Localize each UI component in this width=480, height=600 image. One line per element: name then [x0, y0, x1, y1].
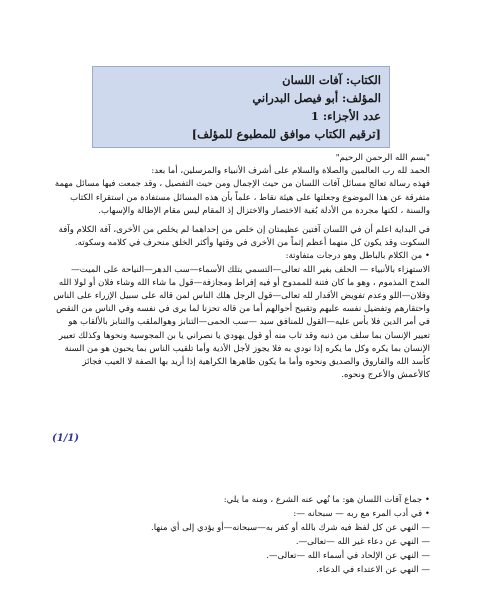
list-paragraph: الاستهزاء بالأنبياء — الحلف بغير الله تعالى—التسمي بتلك الأسماء—سب الدهر—النياحة على الميت—المدح المذموم ، وهو ما كان فتنة للممدوح أو فيه إفراط ومجازفة—قول ما شاء الله وشاء فلان أو لولا الله وفلان—اللو وعدم تفويض الأقدار لله تعالى—قول الرجل هلك الناس لمن قاله على سبيل الإزراء على الناس واحتقارهم وتفضيل نفسه عليهم وتقبيح أحوالهم أما من قاله تحزنا لما يرى في نفسه وفي الناس من النقص في أمر الدين فلا بأس عليه—القول للمنافق سيد —سب الحمى—التنابز وهوالملقب والتنابز بالألقاب هو تعيير الإنسان بما سلف من ذنبه وقد تاب منه أو قول يهودي يا نصراني يا بن المجوسية ونحوها وكذلك تعيير الإنسان بما يكره وكل ما يكره إذا نودي به فلا يجوز لأجل الأذية وأما تلقيب الناس بما يحبون هو من السنة كأسد الله والفاروق والصديق ونحوه وأما ما يكون ظاهرها الكراهية إذا أريد بها الصفة لا العيب فجائز كالأعمش والأعرج ونحوه.: [53, 264, 430, 381]
page-number: (1/1): [52, 433, 80, 444]
main-text: [52, 152, 430, 382]
next-line-5: — النهي عن الإلحاد في أسماء الله —تعالى—.: [266, 551, 430, 561]
basmala: "بسم الله الرحمن الرحيم": [335, 153, 430, 163]
numbering-note: [ترقيم الكتاب موافق للمطبوع للمؤلف]: [191, 127, 381, 141]
next-section: [52, 493, 430, 577]
beginning-paragraph: في البداية اعلم أن في اللسان آفتين عظيمتان إن خلص من إحداهما لم يخلص من الأخرى، آفة الكلام وآفة السكوت وقد يكون كل منهما أعظم إثماً من الأخرى في وقتها وأكثر الخلق منحرف في كلامه وسكوته.: [58, 225, 430, 249]
opening-praise: الحمد لله رب العالمين والصلاة والسلام على أشرف الأنبياء والمرسلين، أما بعد:: [151, 166, 430, 177]
next-line-1: • جماع آفات اللسان هو: ما نُهي عنه الشرع ، ومنه ما يلي:: [223, 495, 430, 505]
book-author: المؤلف: أبو فيصل البدراني: [252, 91, 381, 105]
next-line-6: — النهي عن الاعتداء في الدعاء.: [316, 565, 430, 575]
next-line-4: — النهي عن دعاء غير الله —تعالى—.: [295, 537, 430, 547]
next-line-2: • في أدب المرء مع ربه — سبحانه —:: [293, 509, 430, 519]
book-info-box: [92, 66, 390, 148]
book-title: الكتاب: آفات اللسان: [282, 73, 381, 87]
section-heading: • من الكلام بالباطل وهو درجات متفاوتة:: [285, 251, 430, 262]
next-line-3: — النهي عن كل لفظ فيه شرك بالله أو كفر به—سبحانه—أو يؤدي إلى أي منها.: [151, 523, 430, 533]
intro-paragraph: فهذه رسالة تعالج مسائل آفات اللسان من حيث الإجمال ومن حيث التفصيل ، وقد جمعت فيها مسائل مهمة متفرقة عن هذا الموضوع وجعلتها على هيئة نقاط ، علماً بأن هذه المسائل مستفادة من استقراء الكتاب والسنة ، لكنها مجردة من الأدلة بُغية الاختصار والاختزال إذ المقام ليس مقام الإطالة والإسهاب.: [54, 179, 430, 216]
book-parts: عدد الأجزاء: 1: [310, 109, 381, 123]
